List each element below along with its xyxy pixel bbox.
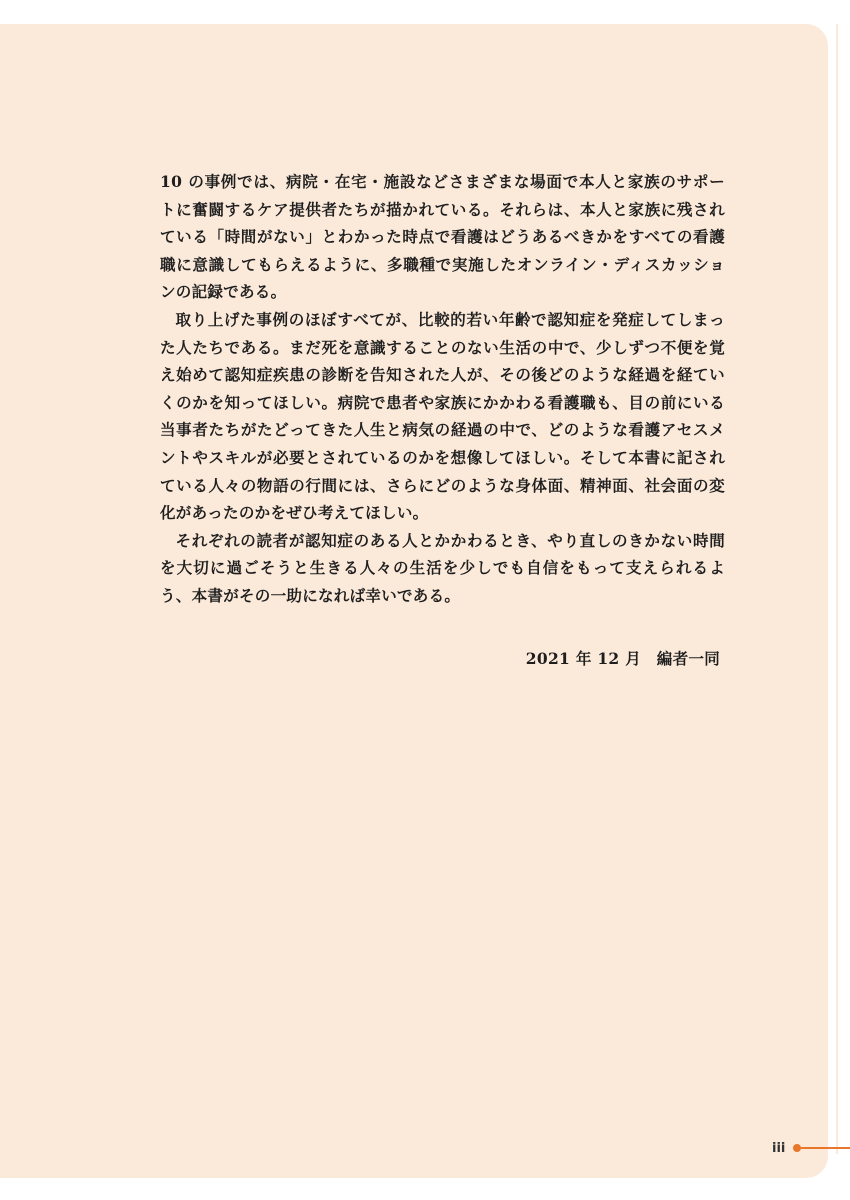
page-folio xyxy=(772,1138,850,1158)
folio-dot-icon xyxy=(793,1144,801,1152)
paragraph-1: 10 の事例では、病院・在宅・施設などさまざまな場面で本人と家族のサポートに奮闘するケア提供者たちが描かれている。それらは、本人と家族に残されている「時間がない」とわかった時点で看護はどうあるべきかをすべての看護職に意識してもらえるように、多職種で実施したオンライン・ディスカッションの記録である。 xyxy=(160,172,725,302)
page-number: iii xyxy=(772,1140,786,1156)
signature-line: 2021 年 12 月 編者一同 xyxy=(525,649,720,668)
paragraph-3: それぞれの読者が認知症のある人とかかわるとき、やり直しのきかない時間を大切に過ごそうと生きる人々の生活を少しでも自信をもって支えられるよう、本書がその一助になれば幸いである。 xyxy=(160,530,725,605)
paragraph-2: 取り上げた事例のほぼすべてが、比較的若い年齢で認知症を発症してしまった人たちである。まだ死を意識することのない生活の中で、少しずつ不便を覚え始めて認知症疾患の診断を告知された人が、その後どのような経過を経ていくのかを知ってほしい。病院で患者や家族にかかわる看護職も、目の前にいる当事者たちがたどってきた人生と病気の経過の中で、どのような看護アセスメントやスキルが必要とされているのかを想像してほしい。そして本書に記されている人々の物語の行間には、さらにどのような身体面、精神面、社会面の変化があったのかをぜひ考えてほしい。 xyxy=(160,309,725,523)
preface-body xyxy=(160,168,725,610)
page-edge-stripe xyxy=(836,24,838,1154)
folio-rule xyxy=(801,1147,850,1149)
